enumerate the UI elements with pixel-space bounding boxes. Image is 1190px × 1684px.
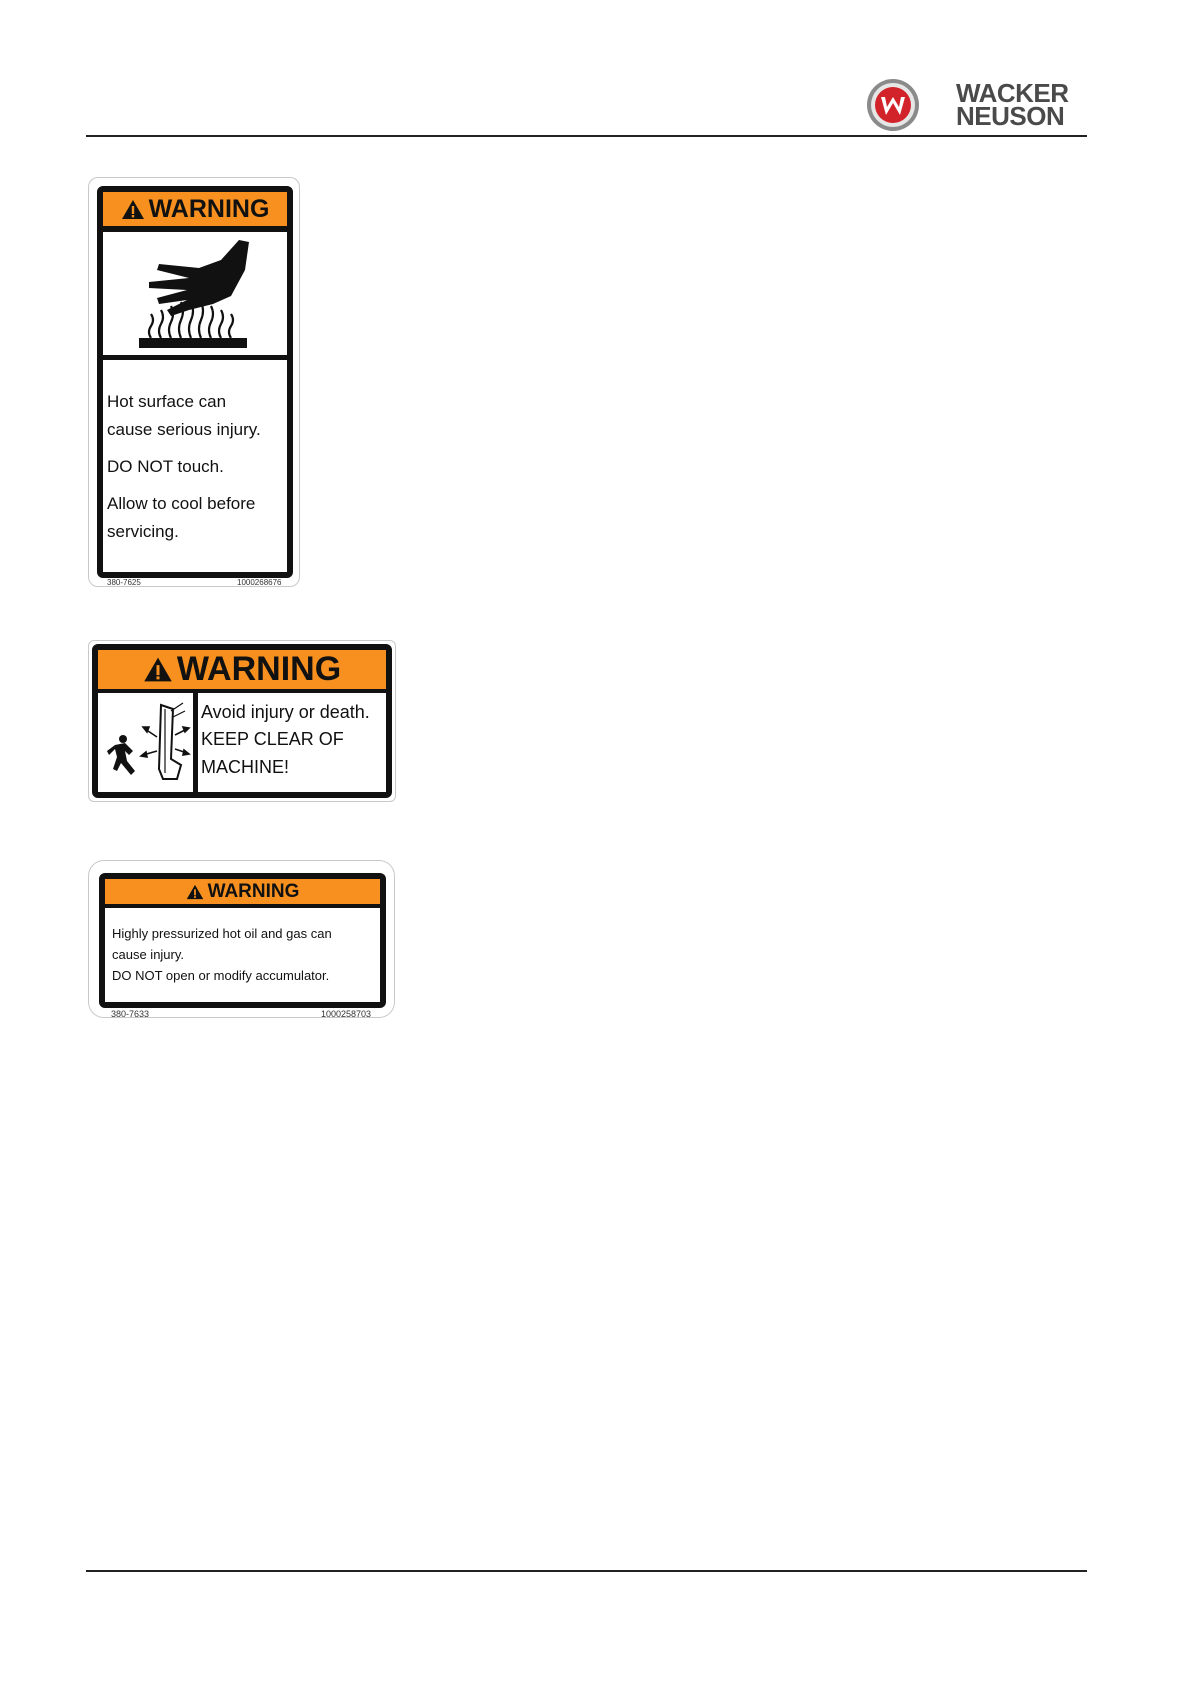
divider <box>103 355 287 360</box>
decal-text-line: Hot surface can <box>107 392 227 411</box>
decal-text-line: DO NOT open or modify accumulator. <box>112 968 330 983</box>
warning-title: WARNING <box>207 880 300 902</box>
decal-text-line: Allow to cool before <box>107 494 256 513</box>
decal-keep-clear <box>88 640 396 802</box>
header-rule <box>86 135 1087 137</box>
divider <box>98 689 386 693</box>
decal-text-line: cause injury. <box>112 947 185 962</box>
decal-text-line: MACHINE! <box>201 757 290 777</box>
divider <box>193 693 198 792</box>
wacker-neuson-logo-icon <box>866 78 920 132</box>
brand-wordmark <box>956 78 1088 131</box>
part-number: 1000268676 <box>237 578 282 587</box>
warning-title: WARNING <box>148 194 270 223</box>
warning-title: WARNING <box>176 650 342 688</box>
decal-text-line: servicing. <box>107 522 179 541</box>
divider <box>103 226 287 232</box>
footer-rule <box>86 1570 1087 1572</box>
warning-triangle-icon <box>143 656 173 683</box>
brand-line-2: NEUSON <box>956 101 1065 131</box>
warning-banner <box>98 650 386 689</box>
part-number: 1000258703 <box>321 1009 372 1019</box>
part-number: 380-7633 <box>111 1009 150 1019</box>
decal-text-line: cause serious injury. <box>107 420 261 439</box>
decal-text-line: Avoid injury or death. <box>201 702 370 722</box>
warning-triangle-icon <box>121 199 145 220</box>
crush-hazard-icon <box>105 699 191 789</box>
part-number: 380-7625 <box>107 578 141 587</box>
divider <box>105 904 380 908</box>
warning-triangle-icon <box>186 884 204 900</box>
warning-banner <box>105 879 380 904</box>
decal-text-line: KEEP CLEAR OF <box>201 729 344 749</box>
decal-text-line: Highly pressurized hot oil and gas can <box>112 926 332 941</box>
hot-surface-hand-icon <box>129 238 259 348</box>
decal-hot-surface <box>88 177 300 587</box>
decal-text-line: DO NOT touch. <box>107 457 224 476</box>
decal-accumulator <box>88 860 395 1018</box>
warning-banner <box>103 192 287 226</box>
brand-line-1: WACKER <box>956 78 1069 108</box>
